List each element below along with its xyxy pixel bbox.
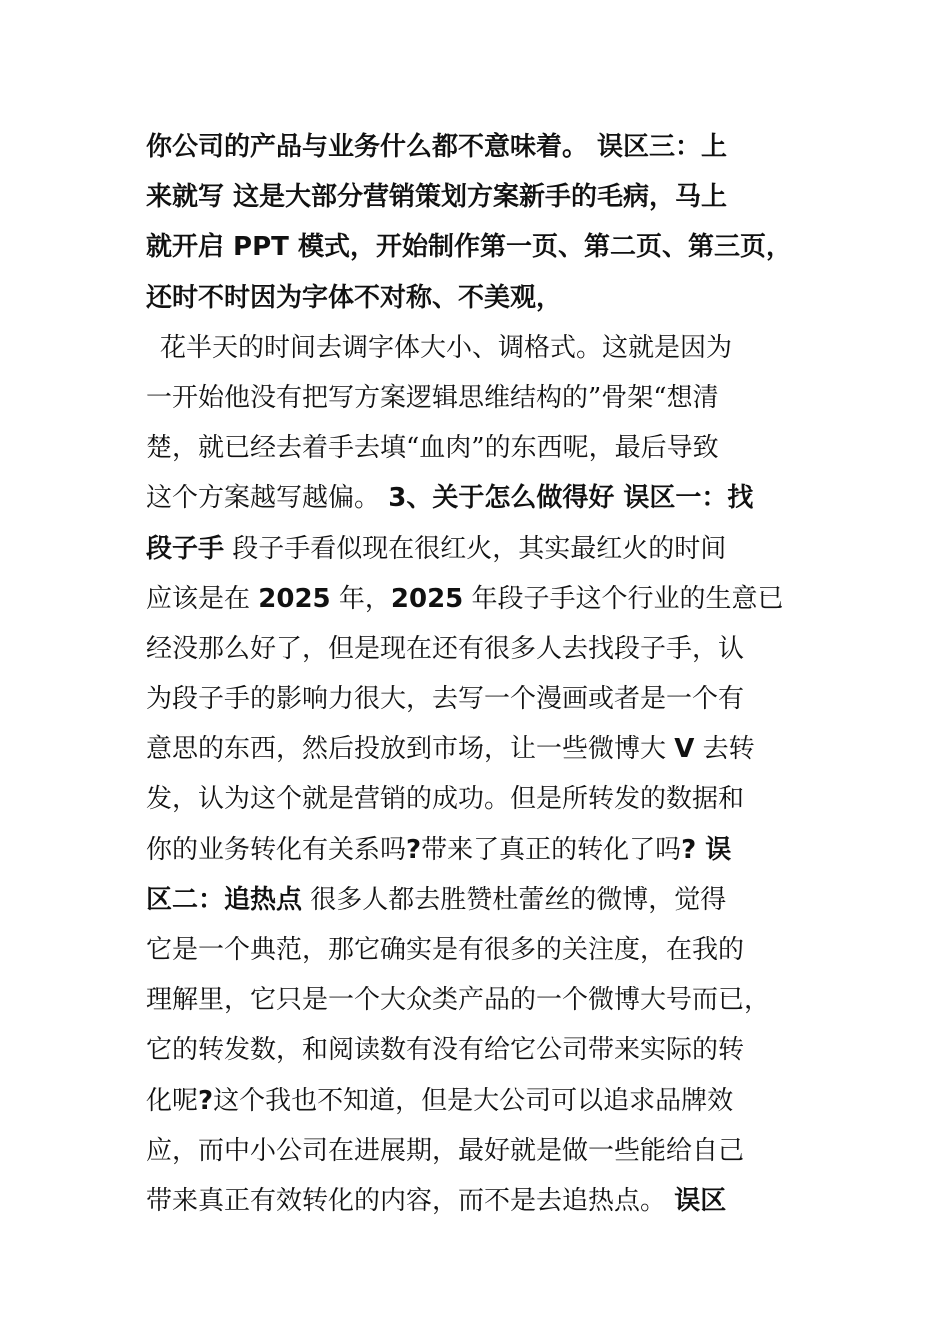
bold-text-run: 来就写 这是大部分营销策划方案新手的毛病，马上 (146, 182, 728, 213)
bold-text-run: V (674, 734, 695, 765)
text-line (146, 1126, 822, 1176)
text-line (146, 273, 822, 323)
text-run: 经没那么好了，但是现在还有很多人去找段子手，认 (146, 633, 745, 664)
text-run: 花半天的时间去调字体大小、调格式。这就是因为 (160, 332, 733, 363)
text-line (146, 574, 822, 624)
text-run: 你的业务转化有关系吗 (146, 834, 407, 865)
text-line (146, 925, 822, 975)
text-run: 这个我也不知道，但是大公司可以追求品牌效 (213, 1085, 734, 1116)
text-run: 理解里，它只是一个大众类产品的一个微博大号而已， (146, 985, 771, 1016)
text-line (146, 373, 822, 423)
text-line (146, 1176, 822, 1226)
text-run: 去转 (694, 734, 755, 765)
text-run: 段子手看似现在很红火，其实最红火的时间 (224, 533, 727, 564)
text-line (146, 825, 822, 875)
bold-text-run: 区二：追热点 (146, 884, 303, 915)
bold-text-run: 就开启 PPT 模式，开始制作第一页、第二页、第三页， (146, 232, 792, 263)
text-run: 它的转发数，和阅读数有没有给它公司带来实际的转 (146, 1035, 745, 1066)
text-run: 一开始他没有把写方案逻辑思维结构的”骨架“想清 (146, 382, 719, 413)
text-line (146, 624, 822, 674)
text-line (146, 473, 822, 523)
text-line (146, 172, 822, 222)
text-line (146, 423, 822, 473)
text-line (146, 674, 822, 724)
text-run: 意思的东西，然后投放到市场，让一些微博大 (146, 734, 675, 765)
text-run: 带来真正有效转化的内容，而不是去追热点。 (146, 1185, 675, 1216)
text-run: 年段子手这个行业的生意已 (463, 583, 784, 614)
bold-text-run: 你公司的产品与业务什么都不意味着。 误区三：上 (146, 132, 728, 162)
text-line (146, 222, 822, 272)
text-line (146, 875, 822, 925)
bold-text-run: ? (406, 834, 422, 865)
bold-text-run: 2025 (390, 583, 464, 614)
text-line (146, 1025, 822, 1075)
text-line (146, 724, 822, 774)
text-run: 化呢 (146, 1085, 199, 1116)
bold-text-run: ? (198, 1085, 214, 1116)
text-line (146, 323, 822, 373)
text-run: 这个方案越写越偏。 (146, 483, 389, 514)
bold-text-run: 3、关于怎么做得好 误区一：找 (388, 483, 754, 514)
text-line (146, 122, 822, 172)
body-text (146, 122, 822, 1226)
text-run: 应该是在 (146, 583, 259, 614)
text-run: 楚，就已经去着手去填“血肉”的东西呢，最后导致 (146, 433, 719, 464)
text-run: 它是一个典范，那它确实是有很多的关注度，在我的 (146, 935, 745, 965)
bold-text-run: 段子手 (146, 533, 225, 564)
text-run: 很多人都去胜赞杜蕾丝的微博，觉得 (302, 884, 727, 915)
text-run: 年， (330, 583, 391, 614)
text-line (146, 975, 822, 1025)
bold-text-run: 误区 (674, 1185, 727, 1216)
text-line (146, 1076, 822, 1126)
text-line (146, 524, 822, 574)
text-run: 带来了真正的转化了吗 (421, 834, 682, 865)
bold-text-run: 还时不时因为字体不对称、不美观， (146, 282, 563, 313)
text-line (146, 774, 822, 824)
bold-text-run: 2025 (258, 583, 331, 614)
text-run: 为段子手的影响力很大，去写一个漫画或者是一个有 (146, 684, 745, 715)
bold-text-run: ? 误 (681, 834, 732, 865)
text-run: 应，而中小公司在进展期，最好就是做一些能给自己 (146, 1135, 745, 1166)
text-run: 发，认为这个就是营销的成功。但是所转发的数据和 (146, 784, 745, 815)
